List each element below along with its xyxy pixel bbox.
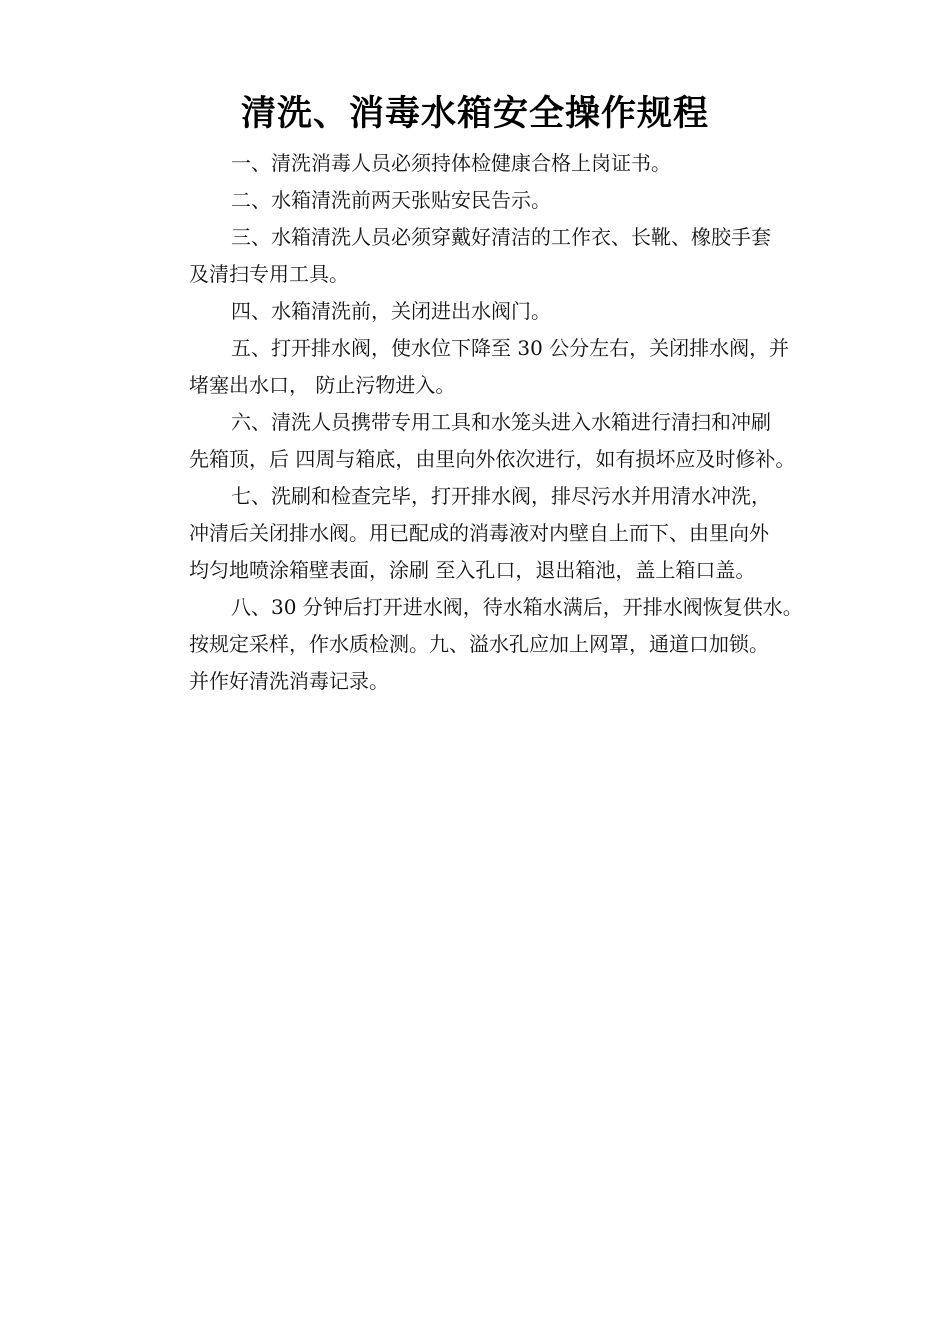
paragraph-line: 五、打开排水阀，使水位下降至 30 公分左右，关闭排水阀，并 — [231, 336, 790, 360]
paragraph-line: 先箱顶，后 四周与箱底，由里向外依次进行，如有损坏应及时修补。 — [189, 447, 796, 471]
document-body — [147, 145, 837, 700]
paragraph-4 — [147, 293, 837, 330]
paragraph-5 — [147, 330, 837, 404]
paragraph-line: 均匀地喷涂箱壁表面，涂刷 至入孔口，退出箱池，盖上箱口盖。 — [189, 558, 756, 582]
paragraph-line: 并作好清洗消毒记录。 — [189, 669, 389, 693]
paragraph-line: 七、洗刷和检查完毕，打开排水阀，排尽污水并用清水冲洗， — [231, 484, 771, 508]
paragraph-1 — [147, 145, 837, 182]
paragraph-line: 二、水箱清洗前两天张贴安民告示。 — [231, 188, 551, 212]
paragraph-line: 三、水箱清洗人员必须穿戴好清洁的工作衣、长靴、橡胶手套 — [231, 225, 771, 249]
paragraph-7 — [147, 478, 837, 589]
paragraph-line: 堵塞出水口， 防止污物进入。 — [189, 373, 456, 397]
paragraph-8 — [147, 589, 837, 700]
paragraph-line: 一、清洗消毒人员必须持体检健康合格上岗证书。 — [231, 151, 671, 175]
paragraph-6 — [147, 404, 837, 478]
document-title: 清洗、消毒水箱安全操作规程 — [240, 94, 709, 134]
paragraph-line: 四、水箱清洗前，关闭进出水阀门。 — [231, 299, 551, 323]
paragraph-2 — [147, 182, 837, 219]
paragraph-line: 冲清后关闭排水阀。用已配成的消毒液对内壁自上而下、由里向外 — [189, 521, 769, 545]
paragraph-line: 按规定采样，作水质检测。九、溢水孔应加上网罩，通道口加锁。 — [189, 632, 769, 656]
paragraph-line: 八、30 分钟后打开进水阀，待水箱水满后，开排水阀恢复供水。 — [231, 595, 803, 619]
paragraph-line: 六、清洗人员携带专用工具和水笼头进入水箱进行清扫和冲刷 — [231, 410, 771, 434]
paragraph-3 — [147, 219, 837, 293]
paragraph-line: 及清扫专用工具。 — [189, 262, 349, 286]
